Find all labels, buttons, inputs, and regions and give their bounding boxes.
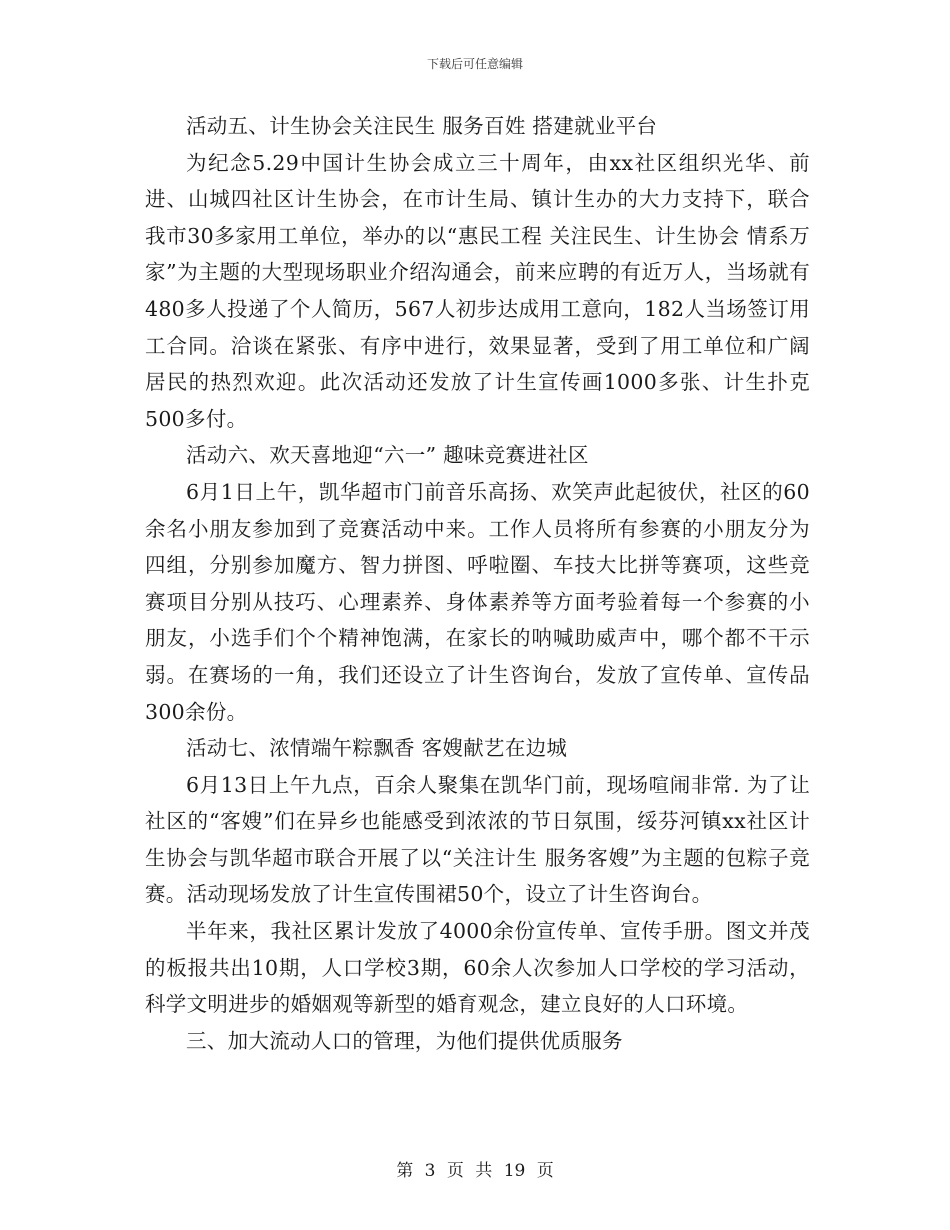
paragraph-activity-5: 为纪念5.29中国计生协会成立三十周年，由xx社区组织光华、前进、山城四社区计生协会，在市计生局、镇计生办的大力支持下，联合我市30多家用工单位，举办的以“惠民工程 关注民生、计生协会 情系万家”为主题的大型现场职业介绍沟通会，前来应聘的有近万人，当场就有480多人投递了个人简历，567人初步达成用工意向，182人当场签订用工合同。洽谈在紧张、有序中进行，效果显著，受到了用工单位和广阔居民的热烈欢迎。此次活动还发放了计生宣传画1000多张、计生扑克500多付。: [145, 150, 810, 431]
paragraph-activity-7: 6月13日上午九点，百余人聚集在凯华门前，现场喧闹非常. 为了让社区的“客嫂”们在异乡也能感受到浓浓的节日氛围，绥芬河镇xx社区计生协会与凯华超市联合开展了以“关注计生 服务客嫂”为主题的包粽子竞赛。活动现场发放了计生宣传围裙50个，设立了计生咨询台。: [145, 772, 810, 907]
document-body: [145, 108, 810, 1059]
paragraph-summary: 半年来，我社区累计发放了4000余份宣传单、宣传手册。图文并茂的板报共出10期，人口学校3期，60余人次参加人口学校的学习活动，科学文明进步的婚姻观等新型的婚育观念，建立良好的人口环境。: [145, 919, 810, 1017]
paragraph-activity-6: 6月1日上午，凯华超市门前音乐高扬、欢笑声此起彼伏，社区的60余名小朋友参加到了竞赛活动中来。工作人员将所有参赛的小朋友分为四组，分别参加魔方、智力拼图、呼啦圈、车技大比拼等赛项，这些竞赛项目分别从技巧、心理素养、身体素养等方面考验着每一个参赛的小朋友，小选手们个个精神饱满，在家长的呐喊助威声中，哪个都不干示弱。在赛场的一角，我们还设立了计生咨询台，发放了宣传单、宣传品300余份。: [145, 479, 810, 724]
heading-activity-6: 活动六、欢天喜地迎“六一” 趣味竞赛进社区: [186, 443, 589, 468]
heading-activity-7: 活动七、浓情端午粽飘香 客嫂献艺在边城: [186, 736, 568, 761]
page-number: 第 3 页 共 19 页: [396, 1161, 554, 1181]
section-heading-3: 三、加大流动人口的管理，为他们提供优质服务: [186, 1028, 623, 1053]
page-header: 下载后可任意编辑: [426, 57, 523, 71]
heading-activity-5: 活动五、计生协会关注民生 服务百姓 搭建就业平台: [186, 114, 658, 138]
